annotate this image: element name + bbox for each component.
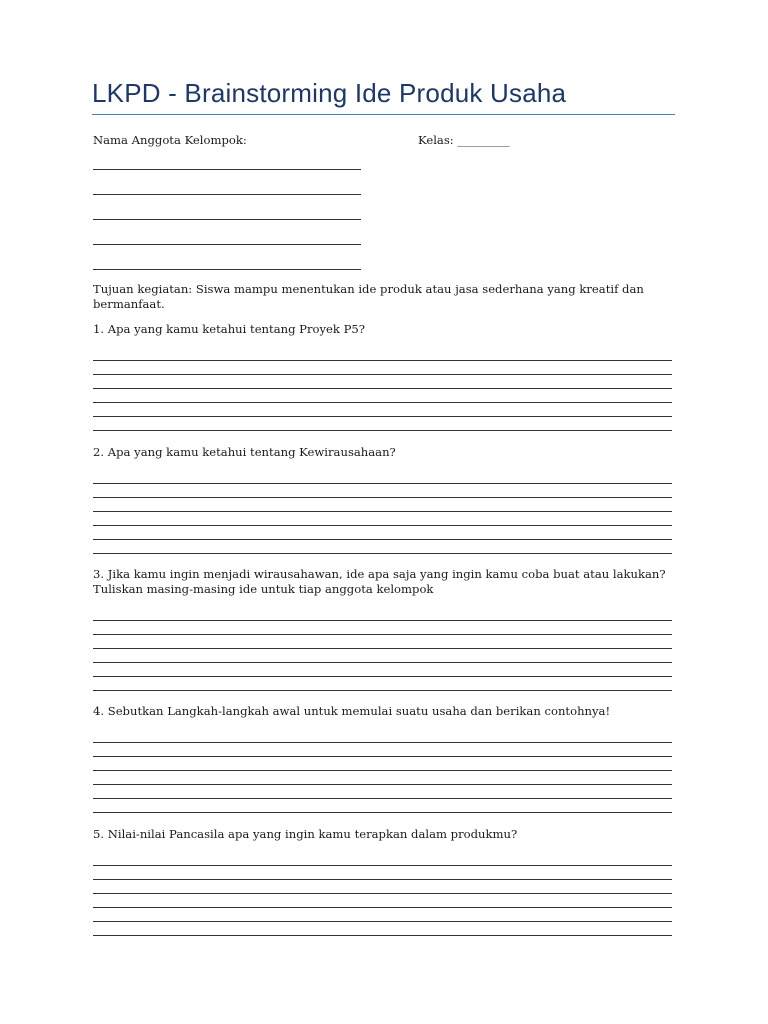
question-1: 1. Apa yang kamu ketahui tentang Proyek P5? (93, 322, 366, 336)
answer-line[interactable] (93, 921, 672, 922)
answer-line[interactable] (93, 525, 672, 526)
answer-line[interactable] (93, 620, 672, 621)
answer-line[interactable] (93, 483, 672, 484)
answer-line[interactable] (93, 648, 672, 649)
class-label: Kelas: _________ (418, 133, 510, 147)
answer-line[interactable] (93, 553, 672, 554)
question-4: 4. Sebutkan Langkah-langkah awal untuk memulai suatu usaha dan berikan contohnya! (93, 704, 611, 718)
answer-line[interactable] (93, 907, 672, 908)
answer-line[interactable] (93, 388, 672, 389)
answer-line[interactable] (93, 374, 672, 375)
answer-line[interactable] (93, 798, 672, 799)
answer-line[interactable] (93, 742, 672, 743)
answer-line[interactable] (93, 690, 672, 691)
answer-line[interactable] (93, 634, 672, 635)
question-5: 5. Nilai-nilai Pancasila apa yang ingin kamu terapkan dalam produkmu? (93, 827, 518, 841)
answer-line[interactable] (93, 360, 672, 361)
question-2: 2. Apa yang kamu ketahui tentang Kewirausahaan? (93, 445, 396, 459)
member-line-1[interactable] (93, 169, 361, 170)
objective-line-2: bermanfaat. (93, 297, 165, 311)
answer-line[interactable] (93, 402, 672, 403)
answer-line[interactable] (93, 539, 672, 540)
answer-line[interactable] (93, 511, 672, 512)
answer-line[interactable] (93, 416, 672, 417)
title-divider (92, 114, 675, 115)
answer-line[interactable] (93, 812, 672, 813)
member-line-2[interactable] (93, 194, 361, 195)
answer-line[interactable] (93, 893, 672, 894)
answer-line[interactable] (93, 865, 672, 866)
members-label: Nama Anggota Kelompok: (93, 133, 247, 147)
member-line-4[interactable] (93, 244, 361, 245)
answer-line[interactable] (93, 879, 672, 880)
answer-line[interactable] (93, 662, 672, 663)
question-3: 3. Jika kamu ingin menjadi wirausahawan, ide apa saja yang ingin kamu coba buat atau lakukan? (93, 567, 666, 581)
answer-line[interactable] (93, 935, 672, 936)
member-line-3[interactable] (93, 219, 361, 220)
answer-line[interactable] (93, 770, 672, 771)
page-title: LKPD - Brainstorming Ide Produk Usaha (92, 78, 567, 108)
answer-line[interactable] (93, 676, 672, 677)
member-line-5[interactable] (93, 269, 361, 270)
answer-line[interactable] (93, 430, 672, 431)
answer-line[interactable] (93, 756, 672, 757)
answer-line[interactable] (93, 497, 672, 498)
question-3-continued: Tuliskan masing-masing ide untuk tiap anggota kelompok (93, 582, 434, 596)
answer-line[interactable] (93, 784, 672, 785)
objective-line-1: Tujuan kegiatan: Siswa mampu menentukan ide produk atau jasa sederhana yang kreatif dan (93, 282, 644, 296)
